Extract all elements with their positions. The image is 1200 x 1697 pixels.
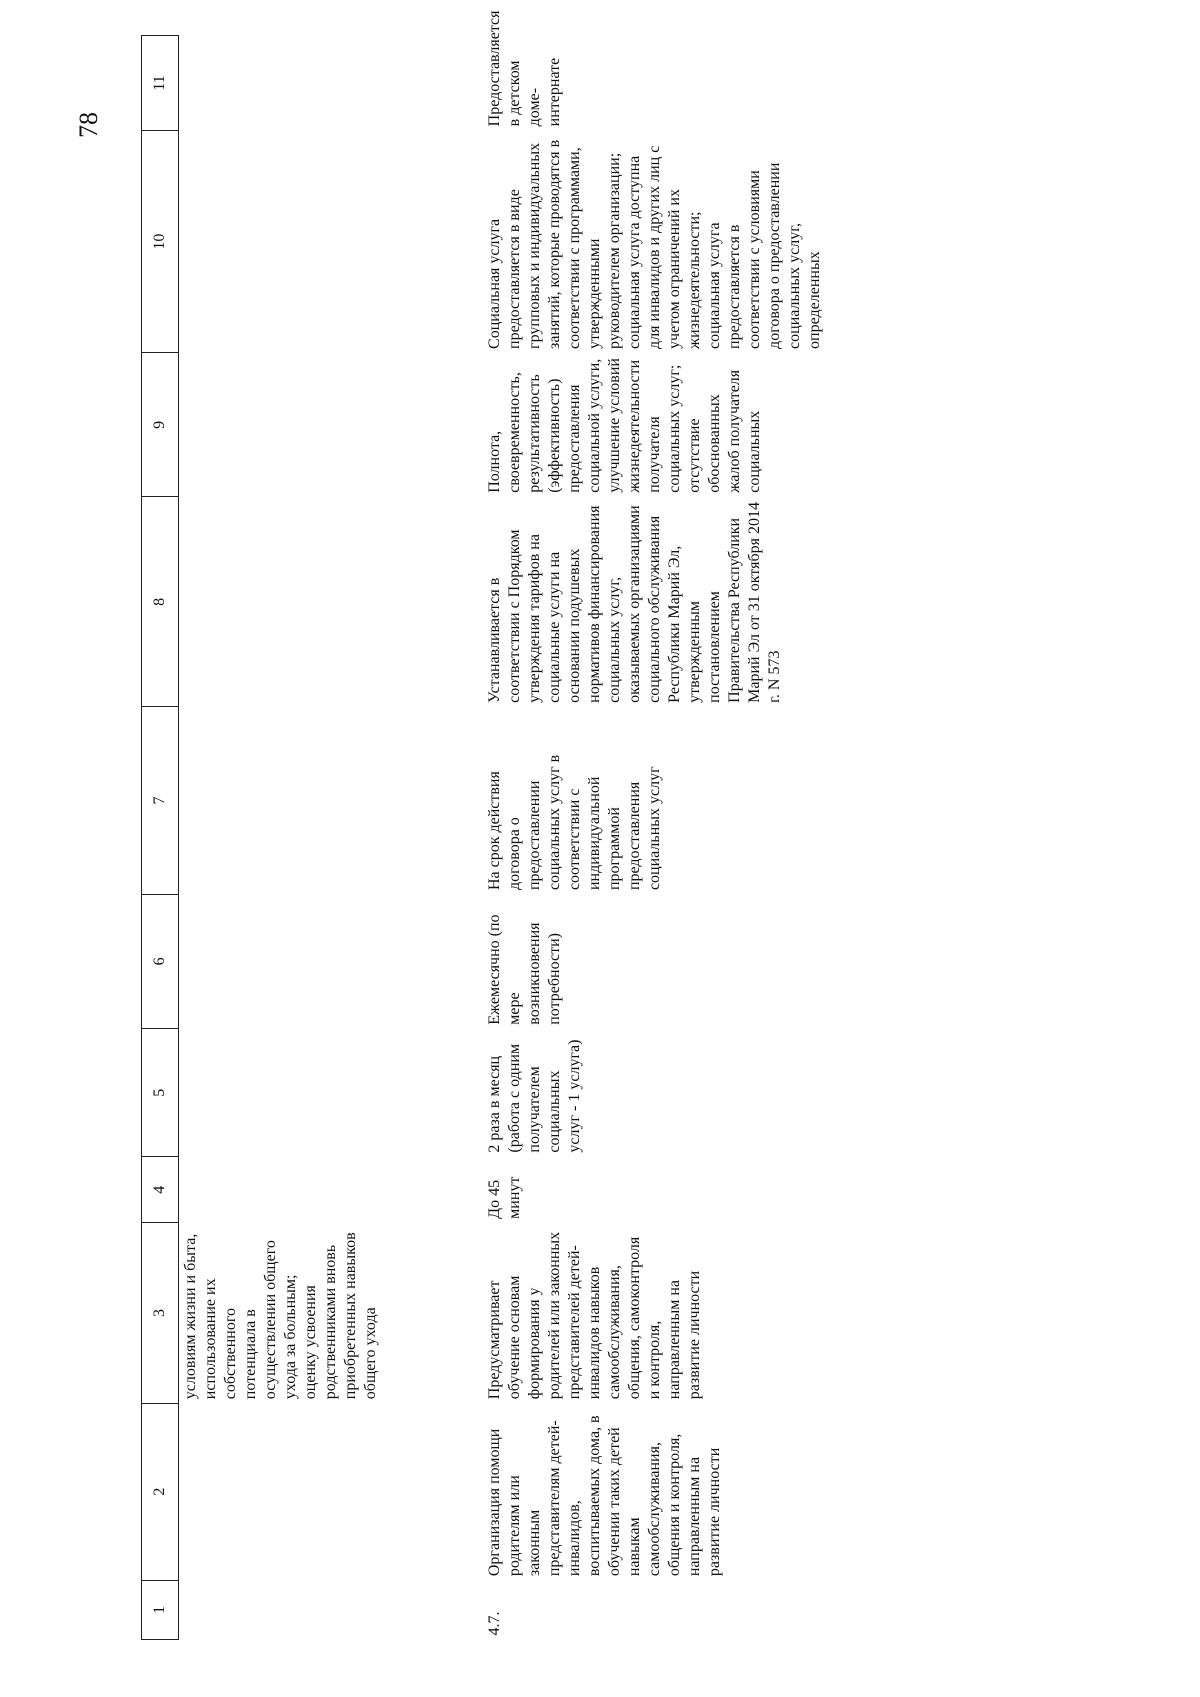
- col-header-11: 11: [142, 36, 179, 131]
- cell-note: [179, 36, 484, 131]
- cell-quality: Полнота, своевременность, результативность (эффективность) предоставления социальной услуги, улучшение условий жизнедеятельности получателя социальных услуг; отсутствие обоснованных жалоб получателя социальных: [486, 358, 763, 493]
- cell-quality: [179, 353, 484, 497]
- cell-note: Предоставляется в детском доме-интернате: [486, 10, 563, 127]
- col-header-10: 10: [142, 130, 179, 353]
- cell-duration: [179, 1157, 484, 1223]
- cell-volume: 2 раза в месяц (работа с одним получателем социальных услуг - 1 услуга): [486, 1039, 583, 1153]
- col-header-1: 1: [142, 1580, 179, 1639]
- table-row: [483, 36, 827, 1640]
- col-header-6: 6: [142, 894, 179, 1029]
- cell-number: [179, 1580, 484, 1639]
- col-header-9: 9: [142, 353, 179, 497]
- cell-tariff: Устанавливается в соответствии с Порядком утверждения тарифов на социальные услуги на основании подушевых нормативов финансирования социальных услуг, оказываемых организациями социального обслуживания Республики Марий Эл, утвержденным постановлением Правительства Республики Марий Эл от 31 октября 2014 г. N 573: [486, 502, 783, 703]
- cell-term: На срок действия договора о предоставлении социальных услуг в соответствии с индивидуальной программой предоставления социальных услуг: [486, 754, 663, 891]
- cell-number: 4.7.: [486, 1611, 503, 1636]
- col-header-5: 5: [142, 1029, 179, 1157]
- col-header-2: 2: [142, 1403, 179, 1580]
- cell-tariff: [179, 497, 484, 707]
- cell-conditions: Социальная услуга предоставляется в виде групповых и индивидуальных занятий, которые проводятся в соответствии с программами, утвержденными руководителем организации; социальная услуга доступна для инвалидов и других лиц с учетом ограничений их жизнедеятельности; социальная услуга предоставляется в соответствии с условиями договора о предоставлении социальных услуг, определенных: [486, 139, 823, 349]
- cell-duration: До 45 минут: [486, 1176, 523, 1219]
- cell-periodicity: Ежемесячно (по мере возникновения потребности): [486, 914, 563, 1025]
- cell-service-name: [179, 1403, 484, 1580]
- column-number-row: [142, 36, 179, 1640]
- cell-term: [179, 707, 484, 894]
- cell-periodicity: [179, 894, 484, 1029]
- page-number: 78: [74, 112, 103, 138]
- cell-service-name: Организация помощи родителям или законным представителям детей-инвалидов, воспитываемых дома, в обучении таких детей навыкам самообслуживания, общения и контроля, направленным на развитие личности: [486, 1415, 723, 1577]
- cell-description: условиям жизни и быта, использование их собственного потенциала в осуществлении общего ухода за больным; оценку усвоения родственниками вновь приобретенных навыков общего ухода: [182, 1232, 379, 1400]
- rotated-table-wrapper: [141, 10, 1181, 1640]
- cell-description: Предусматривает обучение основам формирования у родителей или законных представителей детей-инвалидов навыков самообслуживания, общения, самоконтроля и контроля, направленным на развитие личности: [486, 1231, 703, 1400]
- col-header-3: 3: [142, 1223, 179, 1403]
- services-table: [141, 10, 827, 1640]
- cell-conditions: [179, 130, 484, 353]
- col-header-4: 4: [142, 1157, 179, 1223]
- col-header-8: 8: [142, 497, 179, 707]
- table-row: [179, 36, 484, 1640]
- cell-volume: [179, 1029, 484, 1157]
- col-header-7: 7: [142, 707, 179, 894]
